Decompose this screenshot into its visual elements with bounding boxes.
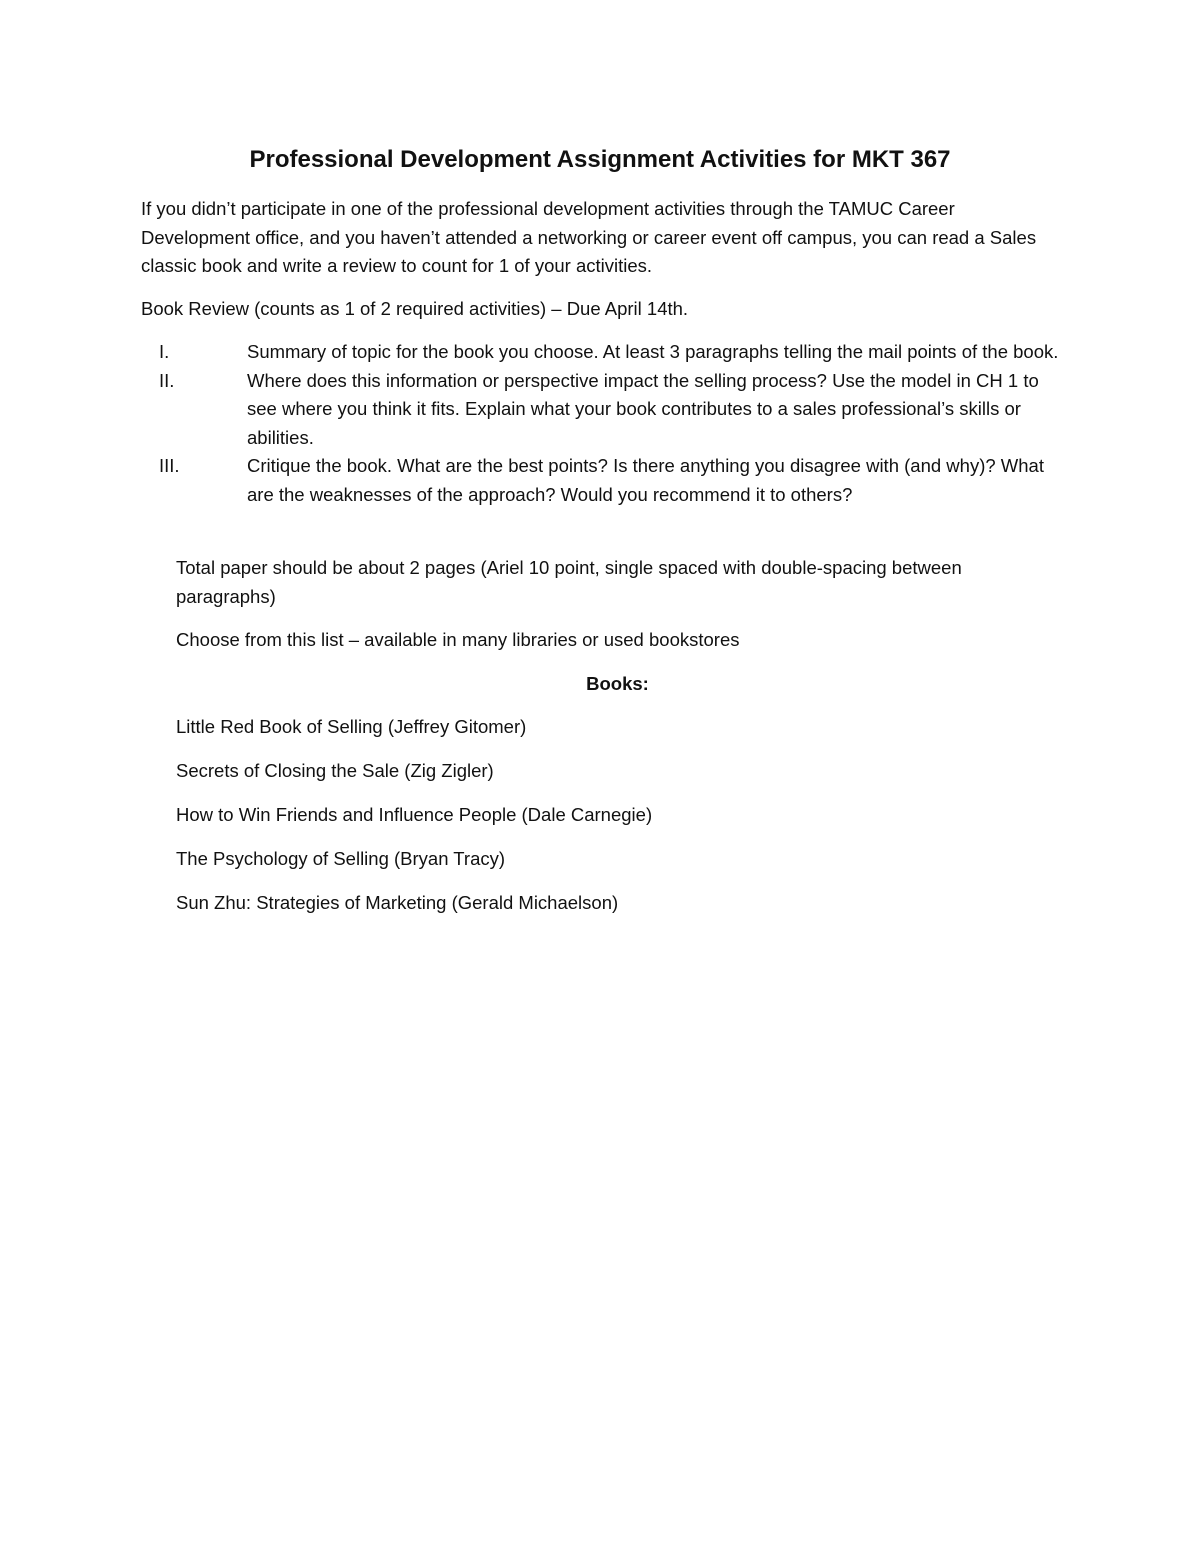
paper-length-note: Total paper should be about 2 pages (Ariel 10 point, single spaced with double-spacing between paragraphs) [176, 557, 962, 607]
review-item-summary [159, 338, 1064, 367]
review-item-critique [159, 452, 1064, 509]
choose-from-note: Choose from this list – available in many libraries or used bookstores [176, 629, 740, 650]
list-numeral: I. [159, 341, 170, 362]
document-title: Professional Development Assignment Activities for MKT 367 [249, 146, 951, 173]
list-numeral: II. [159, 369, 175, 391]
books-heading: Books: [586, 673, 649, 694]
list-numeral: III. [159, 455, 180, 477]
intro-paragraph: If you didn’t participate in one of the professional development activities through the TAMUC Career Development office, and you haven’t attended a networking or career event off campus, you can read a Sales classic book and write a review to count for 1 of your activities. [141, 198, 1037, 277]
list-item-text: Summary of topic for the book you choose. At least 3 paragraphs telling the mail points of the book. [247, 341, 1059, 362]
book-list-item: Little Red Book of Selling (Jeffrey Gitomer) [176, 716, 527, 737]
book-list-item: The Psychology of Selling (Bryan Tracy) [176, 848, 506, 869]
list-item-text: Critique the book. What are the best points? Is there anything you disagree with (and why)? What are the weaknesses of the approach? Would you recommend it to others? [247, 455, 1044, 505]
book-list-item: Secrets of Closing the Sale (Zig Zigler) [176, 760, 494, 781]
book-list-item: Sun Zhu: Strategies of Marketing (Gerald Michaelson) [176, 892, 619, 913]
list-item-text: Where does this information or perspective impact the selling process? Use the model in CH 1 to see where you think it fits. Explain what your book contributes to a sales professional’s skills or abilities. [247, 369, 1039, 448]
book-review-heading: Book Review (counts as 1 of 2 required activities) – Due April 14th. [141, 298, 689, 319]
book-list-item: How to Win Friends and Influence People (Dale Carnegie) [176, 804, 653, 825]
review-requirements-list [159, 338, 1064, 510]
review-item-impact [159, 367, 1064, 453]
